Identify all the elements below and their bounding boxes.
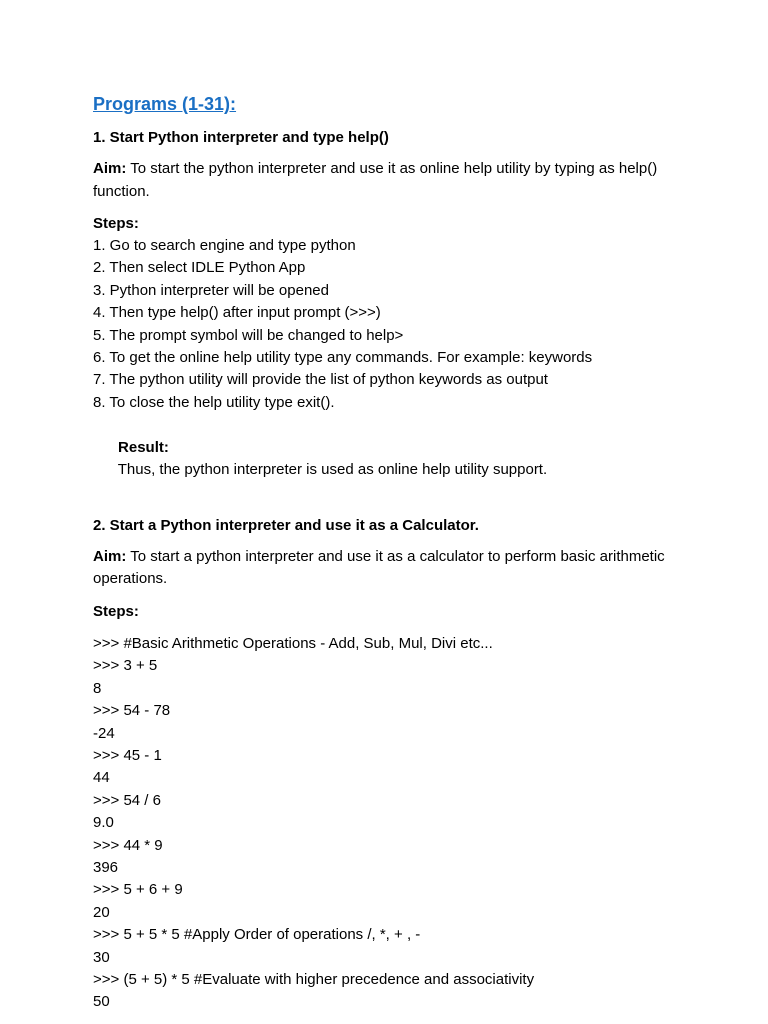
section-1-steps-list [93, 235, 713, 414]
section-2-aim [93, 546, 713, 591]
session-line: >>> 54 / 6 [93, 791, 161, 809]
session-line: 9.0 [93, 814, 114, 832]
step-item: 5. The prompt symbol will be changed to help> [93, 326, 404, 344]
session-line: >>> (5 + 5) * 5 #Evaluate with higher precedence and associativity [93, 970, 535, 988]
page-title: Programs (1-31): [93, 94, 237, 114]
section-1-result [93, 414, 713, 504]
section-2-steps-label: Steps: [93, 602, 139, 620]
step-item: 6. To get the online help utility type any commands. For example: keywords [93, 349, 593, 367]
result-label: Result: [118, 438, 169, 456]
session-line: 30 [93, 948, 110, 966]
session-line: 20 [93, 903, 110, 921]
section-1-steps-label: Steps: [93, 215, 139, 232]
session-line: >>> #Basic Arithmetic Operations - Add, Sub, Mul, Divi etc... [93, 634, 493, 652]
session-line: 50 [93, 993, 110, 1011]
step-item: 3. Python interpreter will be opened [93, 281, 329, 299]
session-line: >>> 45 - 1 [93, 746, 162, 764]
session-line: >>> 3 + 5 [93, 657, 158, 675]
aim-text: To start a python interpreter and use it as a calculator to perform basic arithmetic operations. [93, 547, 665, 588]
section-1-aim [93, 158, 713, 203]
session-line: >>> 54 - 78 [93, 702, 171, 720]
calculator-session [93, 633, 713, 1014]
document-content [93, 92, 713, 1014]
step-item: 7. The python utility will provide the list of python keywords as output [93, 371, 548, 389]
session-line: 44 [93, 769, 110, 787]
step-item: 1. Go to search engine and type python [93, 237, 356, 254]
session-line: >>> 44 * 9 [93, 836, 163, 854]
step-item: 2. Then select IDLE Python App [93, 259, 306, 277]
aim-text: To start the python interpreter and use it as online help utility by typing as help() function. [93, 160, 658, 200]
aim-label: Aim: [93, 160, 127, 177]
session-line: 396 [93, 858, 119, 876]
session-line: >>> 5 + 5 * 5 #Apply Order of operations /, *, + , - [93, 926, 421, 944]
session-line: 8 [93, 679, 102, 697]
result-text: Thus, the python interpreter is used as online help utility support. [117, 461, 548, 479]
step-item: 8. To close the help utility type exit(). [93, 393, 335, 411]
session-line: -24 [93, 724, 115, 742]
section-2-heading: 2. Start a Python interpreter and use it as a Calculator. [93, 516, 479, 534]
aim-label: Aim: [93, 547, 127, 565]
step-item: 4. Then type help() after input prompt (>>>) [93, 304, 381, 322]
session-line: >>> 5 + 6 + 9 [93, 881, 183, 899]
section-1-heading: 1. Start Python interpreter and type help() [93, 129, 389, 146]
